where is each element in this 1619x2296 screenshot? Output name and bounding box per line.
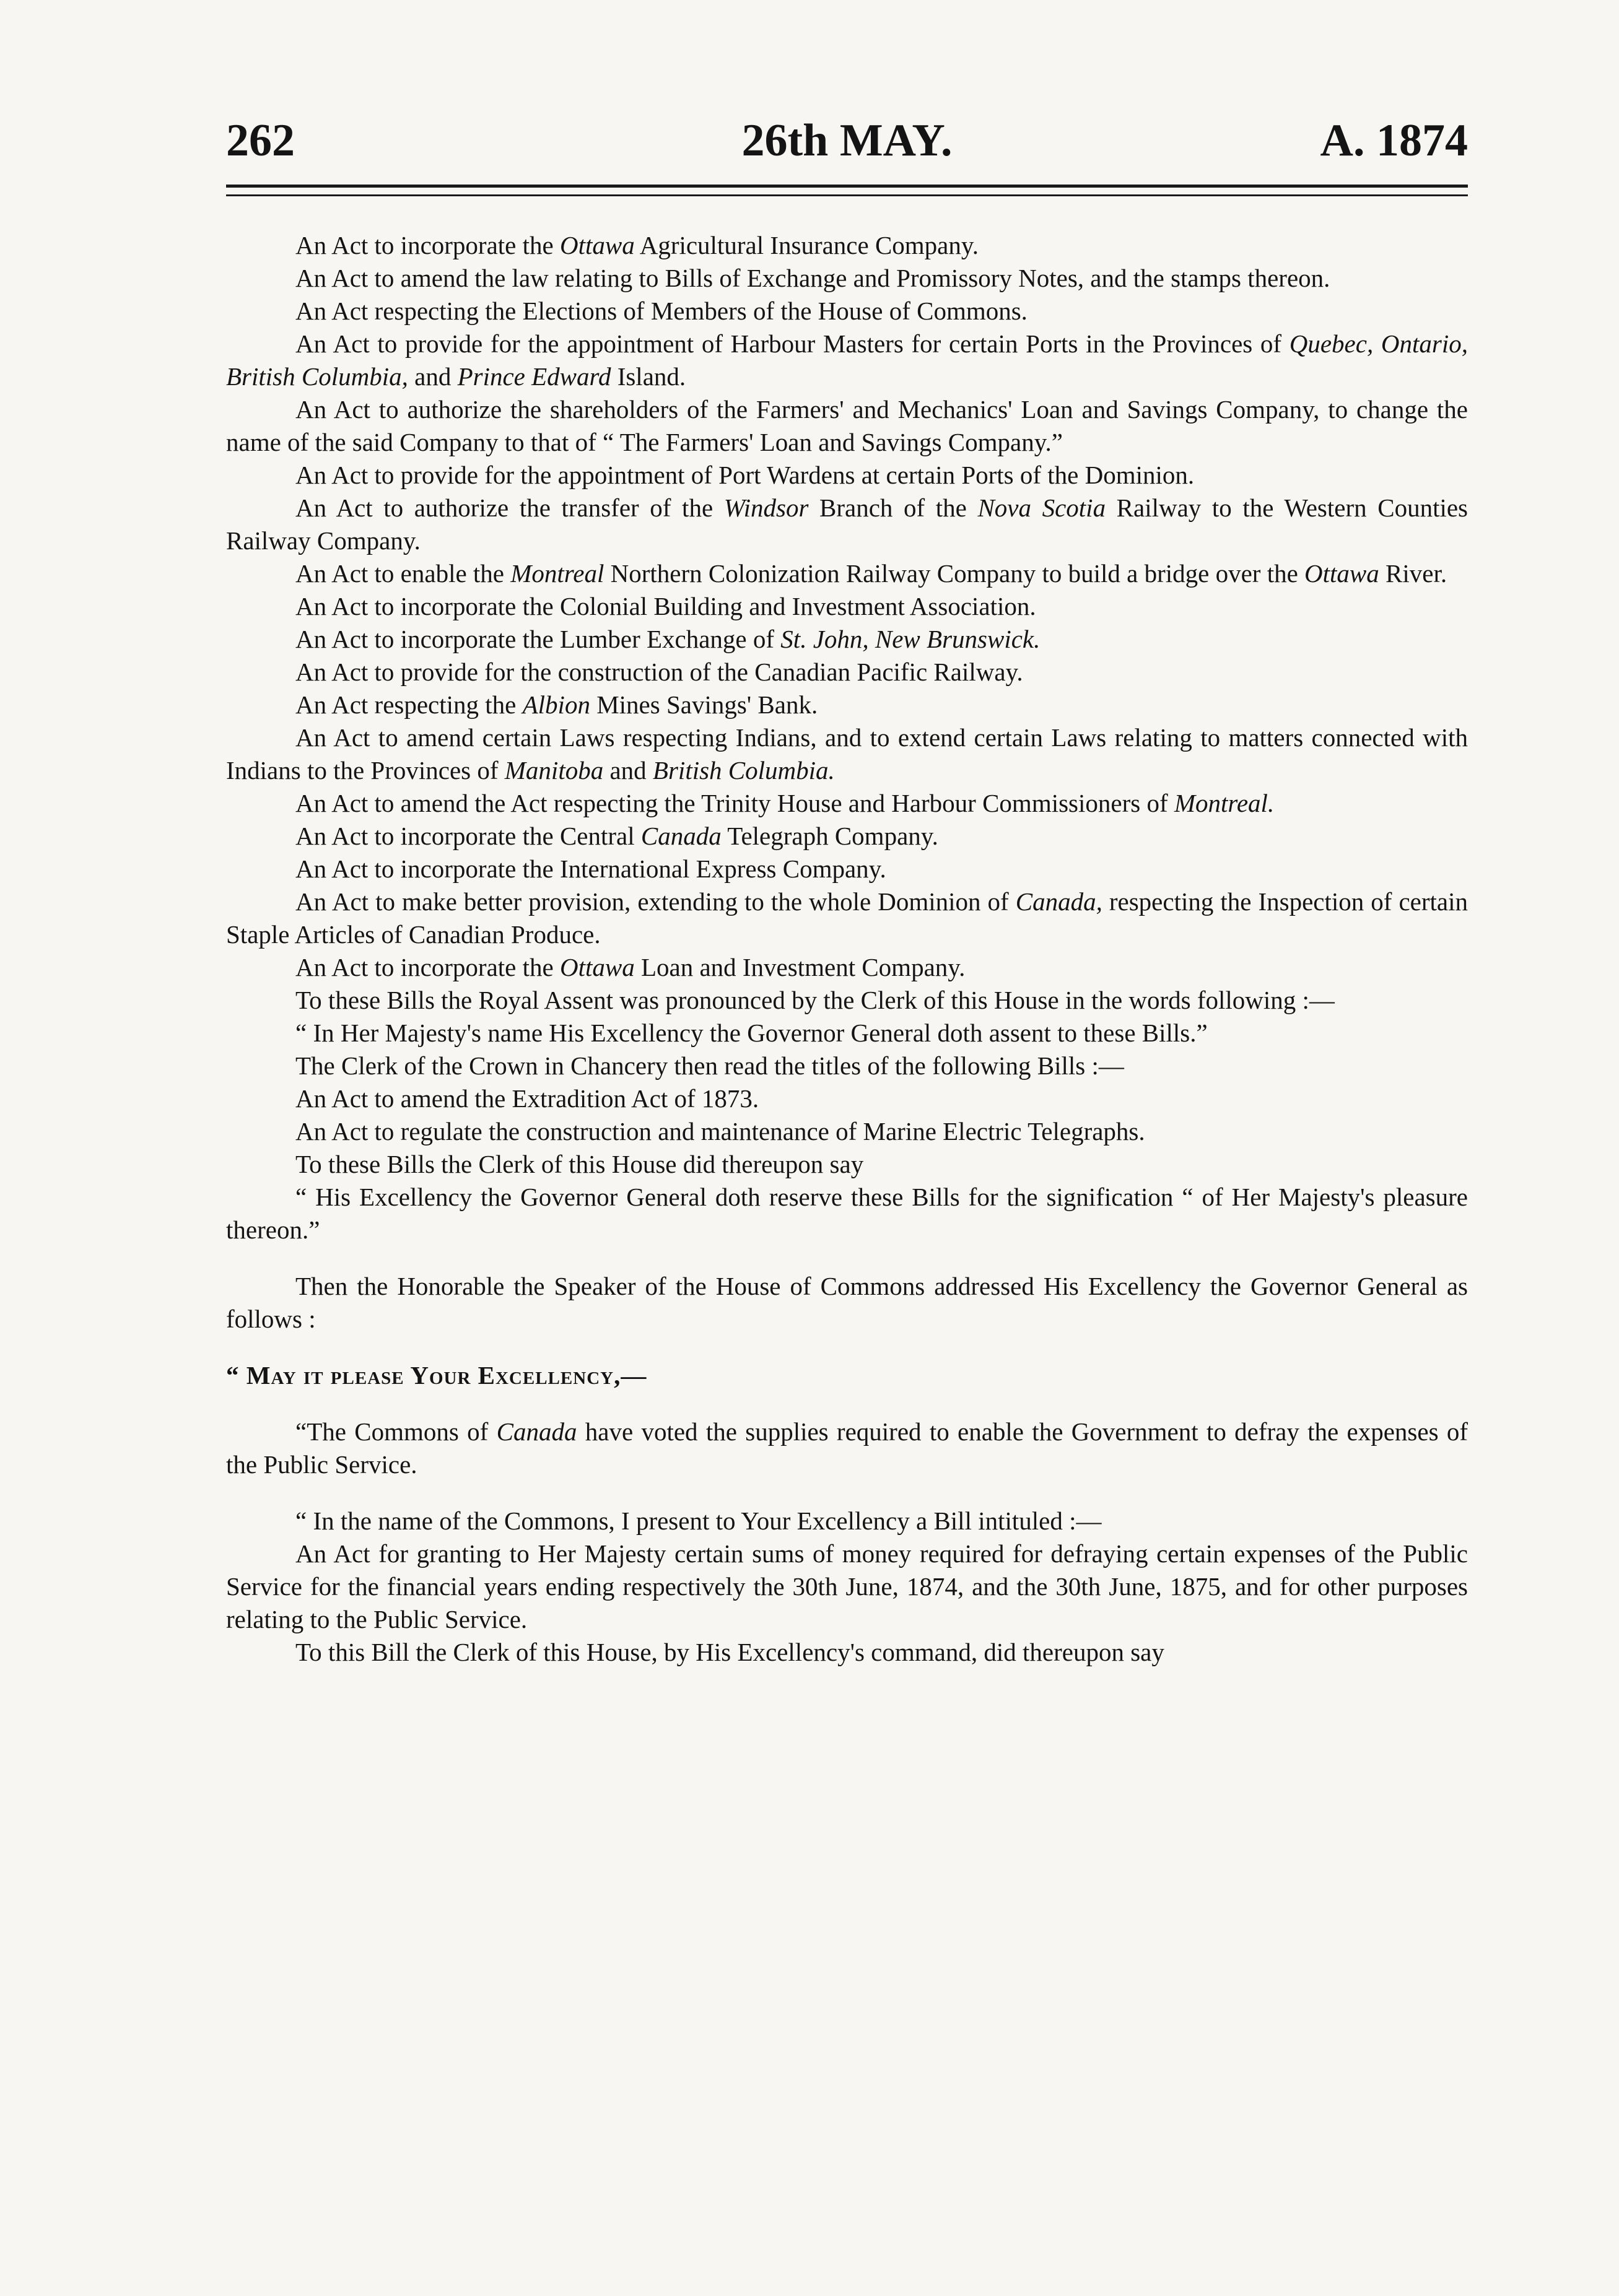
act-entry: An Act to provide for the appointment of Port Wardens at certain Ports of the Dominion.: [295, 461, 1195, 489]
act-entry: An Act to regulate the construction and maintenance of Marine Electric Telegraphs.: [295, 1117, 1145, 1146]
act-entry: An Act to make better provision, extending to the whole Dominion of Canada, respecting the Inspection of certain Staple Articles of Canadian Produce.: [226, 887, 1468, 949]
running-header: [226, 111, 1468, 170]
clerk-reading: The Clerk of the Crown in Chancery then read the titles of the following Bills :—: [295, 1051, 1124, 1080]
reservation-formula: “ His Excellency the Governor General doth reserve these Bills for the signification “ of Her Majesty's pleasure thereon.”: [226, 1183, 1468, 1244]
header-date: 26th MAY.: [741, 115, 953, 166]
act-entry: An Act to provide for the construction of the Canadian Pacific Railway.: [295, 658, 1023, 686]
act-entry: An Act to incorporate the International Express Company.: [295, 854, 886, 883]
act-entry: An Act to incorporate the Lumber Exchange of St. John, New Brunswick.: [295, 625, 1041, 653]
act-entry: An Act respecting the Elections of Members of the House of Commons.: [295, 297, 1028, 325]
act-entry: An Act for granting to Her Majesty certain sums of money required for defraying certain expenses of the Public Service for the financial years ending respectively the 30th June, 1874, and the 30th June, 1875, and for other purposes relating to the Public Service.: [226, 1539, 1468, 1633]
act-entry: An Act to authorize the transfer of the Windsor Branch of the Nova Scotia Railway to the Western Counties Railway Company.: [226, 494, 1468, 555]
header-year: A. 1874: [1320, 115, 1468, 166]
page-number: 262: [226, 115, 295, 166]
act-entry: An Act to amend certain Laws respecting Indians, and to extend certain Laws relating to matters connected with Indians to the Provinces of Manitoba and British Columbia.: [226, 723, 1468, 785]
bill-presentation: “ In the name of the Commons, I present to Your Excellency a Bill intituled :—: [295, 1507, 1102, 1535]
royal-assent-text: To these Bills the Royal Assent was pronounced by the Clerk of this House in the words following :—: [295, 986, 1335, 1014]
act-entry: An Act to incorporate the Ottawa Agricultural Insurance Company.: [295, 231, 979, 259]
header-rule-thin: [226, 194, 1468, 196]
act-entry: An Act to authorize the shareholders of the Farmers' and Mechanics' Loan and Savings Company, to change the name of the said Company to that of “ The Farmers' Loan and Savings Company.”: [226, 395, 1468, 456]
assent-formula: “ In Her Majesty's name His Excellency the Governor General doth assent to these Bills.”: [295, 1019, 1208, 1047]
speaker-address-intro: Then the Honorable the Speaker of the House of Commons addressed His Excellency the Governor General as follows :: [226, 1272, 1468, 1333]
act-entry: An Act to enable the Montreal Northern Colonization Railway Company to build a bridge over the Ottawa River.: [295, 559, 1447, 588]
act-entry: An Act to amend the law relating to Bills of Exchange and Promissory Notes, and the stamps thereon.: [295, 264, 1330, 292]
clerk-statement: To this Bill the Clerk of this House, by His Excellency's command, did thereupon say: [295, 1638, 1164, 1666]
act-entry: An Act to incorporate the Central Canada Telegraph Company.: [295, 822, 938, 850]
address-salutation: “ May it please Your Excellency,—: [226, 1361, 647, 1389]
act-entry: An Act to amend the Act respecting the Trinity House and Harbour Commissioners of Montreal.: [295, 789, 1275, 817]
act-entry: An Act respecting the Albion Mines Savings' Bank.: [295, 690, 818, 719]
body-text: [226, 229, 1468, 1669]
act-entry: An Act to incorporate the Colonial Building and Investment Association.: [295, 592, 1036, 620]
header-rule-thick: [226, 185, 1468, 188]
act-entry: An Act to amend the Extradition Act of 1873.: [295, 1084, 759, 1113]
act-entry: An Act to incorporate the Ottawa Loan and Investment Company.: [295, 953, 966, 981]
commons-statement: “The Commons of Canada have voted the supplies required to enable the Government to defray the expenses of the Public Service.: [226, 1417, 1468, 1479]
act-entry: An Act to provide for the appointment of Harbour Masters for certain Ports in the Provinces of Quebec, Ontario, British Columbia, and Prince Edward Island.: [226, 329, 1468, 391]
clerk-statement: To these Bills the Clerk of this House did thereupon say: [295, 1150, 864, 1178]
